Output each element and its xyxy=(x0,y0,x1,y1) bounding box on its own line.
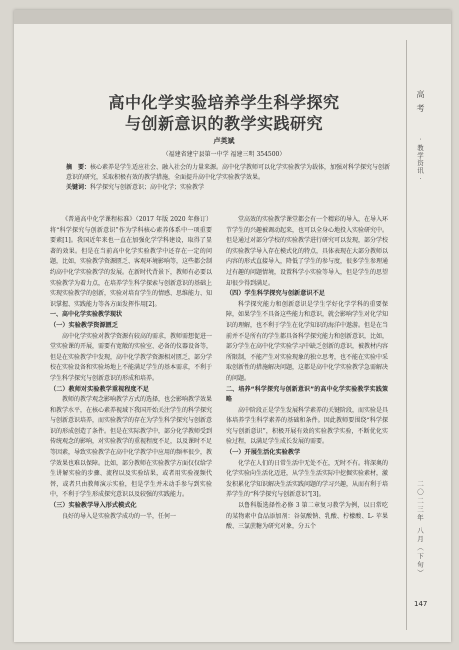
right-column xyxy=(226,215,388,533)
paragraph: 教师的教学观念影响教学方式的选择，也会影响教学效果和教学水平，在核心素养视域下我国开始关注学生的科学探究与创新意识培养，而实验教学的存在为学生科学探究与创新意识的形成创造了条件。但是在实际教学中，部分化学教师受到传统观念的影响，对实验教学的重视程度不足，以及课时不足等因素，导致实验教学在高中化学教学中应用的频率很少，教学效果也难以保障。比如，部分教师在实验教学方面仅仅给学生讲解实验的步骤、流程以及实验结果，或者用实验视频代替，或者只由教师演示实验，但是学生并未动手参与到实验中，不利于学生形成探究意识以及较强的实践能力。 xyxy=(50,396,213,499)
section-heading: （三）实验教学导入形式模式化 xyxy=(50,502,137,510)
scan-top-edge xyxy=(14,10,451,24)
section-heading: （一）实验教学资源匮乏 xyxy=(50,321,119,329)
section-heading: （二）教师对实验教学重视程度不足 xyxy=(50,385,149,393)
issue-date: 二〇二三年 八月（下旬） xyxy=(416,480,424,578)
article-title-line2: 与创新意识的教学实践研究 xyxy=(124,114,323,133)
paragraph: 高中阶段正是学生发展科学素养的关键阶段，而实验是具体培养学生科学素养的基础和条件。因此教师要围绕“科学探究与创新意识”，积极开展有效的实验教学实验，不断优化实验过程，以满足学生成长发展的需要。 xyxy=(226,406,389,446)
author-affiliation: （福建省建宁县第一中学 福建三明 354500） xyxy=(162,151,286,158)
abstract-block xyxy=(66,163,392,193)
keywords-label: 关键词： xyxy=(66,184,91,191)
abstract xyxy=(66,163,392,183)
section-heading: （一）开展生活化实验教学 xyxy=(226,449,301,457)
section-heading: 一、高中化学实验教学现状 xyxy=(50,311,123,319)
page-number: 147 xyxy=(414,600,428,608)
keywords xyxy=(66,183,392,193)
paragraph: 高中化学实验对教学资源有较高的需求，教师需想促进一堂实验课的开展，需要有宽敞的实验室、必备的仪器设备等，但是在实验教学中发现，高中化学教学资源相对匮乏，部分学校在实验设备和实验场地上不能满足学生的基本需求，不利于学生科学探究与创新意识的形成和培养。 xyxy=(50,332,213,382)
paragraph: 化学在人们的日常生活中无处不在，无时不有。将深奥的化学实验向生活化迈进，从学生生活实际中挖掘实验素材，激发积累化学知识解决生活实践问题的学习兴趣，从而有利于培养学生的“科学探究与创新意识”[3]。 xyxy=(226,459,389,499)
abstract-label: 摘 要： xyxy=(66,164,91,171)
paragraph: 堂高效的实验教学课堂都会有一个精彩的导入，在导入环节学生的兴趣被调动起来，也可以全身心地投入实验研究中。但是通过对部分学校的实验教学进行研究可以发现，部分学校的实验教学导入存在模式化的特点，具体表现在大部分教师以内容的形式直接导入，降低了学生的参与度，很多学生参理通过有趣的问题情境，设置科学小实验等导入，但是学生的思望却很少得到满足。 xyxy=(226,216,389,287)
section-heading: （四）学生科学探究与创新意识不足 xyxy=(226,290,325,298)
abstract-text: 核心素养是学生适应社会、融入社会的力量来源。高中化学教师可以化学实验教学为载体，加强对科学探究与创新意识的研究，采取积极有效的教学措施，全面提升高中化学实验教学效果。 xyxy=(66,164,391,181)
paragraph: 科学探究能力和创新意识是学生学好化学学科的重要保障，如果学生不具备这些能力和意识，就会影响学生对化学知识的理解，也不利于学生在化学知识的海洋中遨游。但是在当前并不是所有的学生都具备科学探究能力和创新意识，比如，部分学生在高中化学实验学习中缺乏创新的意识，被教材内容所限制，不能产生对实验现象的独立思考，也不能在实验中采取创新性的措施解决问题，这都是高中化学实验教学急需解决的问题。 xyxy=(226,300,389,382)
section-heading: 二、培养“科学探究与创新意识”的高中化学实验教学实践策略 xyxy=(226,385,388,404)
journal-page xyxy=(14,10,451,642)
paragraph: 《普通高中化学课程标准》（2017 年版 2020 年修订）将“科学探究与创新意识”作为学科核心素养体系中一项重要要素[1]。我国近年来也一直在加强化学学科建设，取得了显著的效果。但是在当前高中化学实验教学中还存在一定的问题，比如，实验教学资源匮乏、客观环境影响等，这些都会制约高中化学实验教学的发展。在新时代背景下，教师有必要以实验教学为着力点，在培养学生科学探索与创新意识的基础上实现实验教学的创新，实验对培育学生的情感、思维能力、知识掌握、实践能力等各方面发挥作用[2]。 xyxy=(50,216,213,308)
keywords-text: 科学探究与创新意识；高中化学；实验教学 xyxy=(90,184,205,191)
paragraph: 以鲁科版选择性必修 3 第二章复习教学为例，以日常吃的某物素中食品添加剂：谷氨酸钠、乳酸、柠檬酸、L- 苹果酸、三氯蔗糖为研究对象，分五个 xyxy=(226,502,388,531)
paragraph: 良好的导入是实验教学成功的一半，任何一 xyxy=(62,512,177,520)
side-subheader: · 教学资讯 · xyxy=(416,138,424,181)
margin-divider xyxy=(406,40,407,630)
author-name: 卢英斌 xyxy=(213,136,235,145)
side-header: 高考 xyxy=(416,90,425,118)
left-column xyxy=(50,215,212,522)
article-title-line1: 高中化学实验培养学生科学探究 xyxy=(108,93,340,112)
